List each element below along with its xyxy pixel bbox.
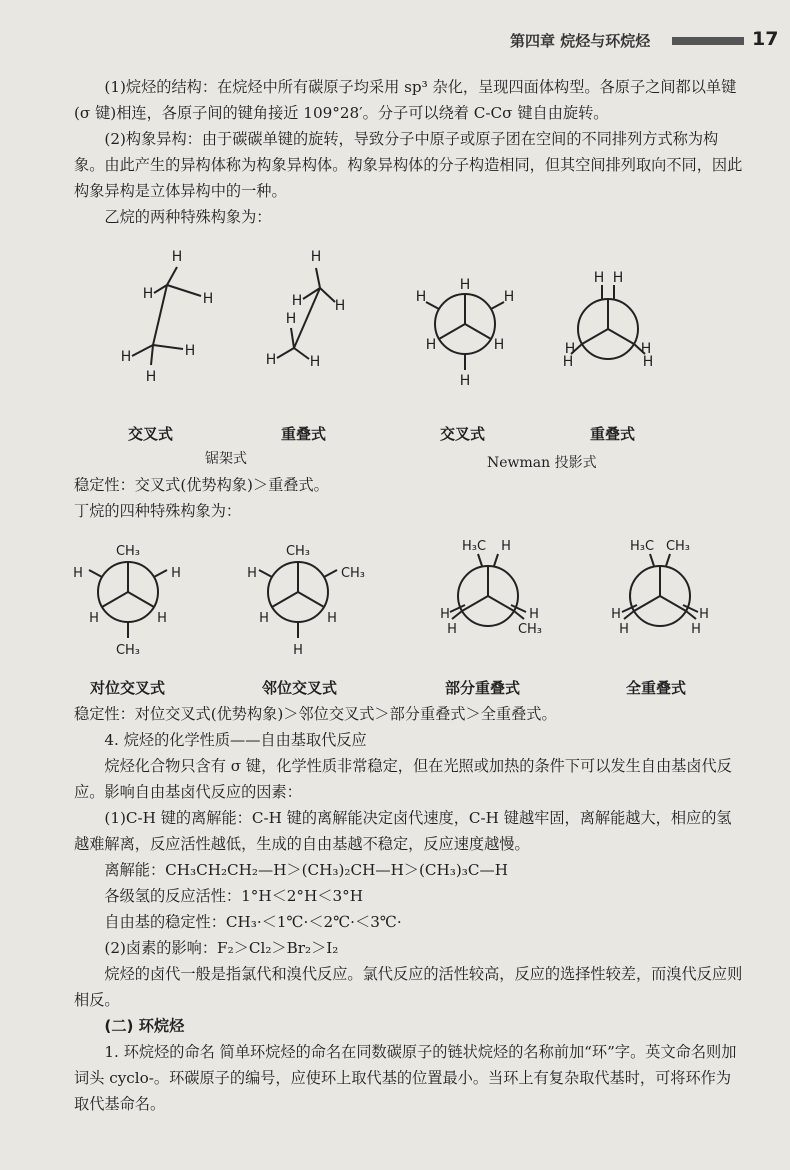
butane-intro: 丁烷的四种特殊构象为： bbox=[74, 502, 242, 520]
svg-text:H: H bbox=[562, 354, 574, 370]
chemical-properties-section bbox=[74, 701, 746, 1117]
svg-text:H: H bbox=[202, 291, 214, 307]
ethane-intro: 乙烷的两种特殊构象为： bbox=[104, 208, 272, 226]
svg-text:H: H bbox=[293, 643, 303, 658]
svg-text:H: H bbox=[310, 249, 322, 265]
svg-text:H: H bbox=[259, 611, 269, 626]
svg-text:H: H bbox=[642, 354, 654, 370]
header-bar bbox=[672, 37, 744, 45]
paragraph-structure: (1)烷烃的结构：在烷烃中所有碳原子均采用 sp³ 杂化，呈现四面体构型。各原子之间都以单键(σ 键)相连，各原子间的键角接近 109°28′。分子可以绕着 C-Cσ 键自由旋转。 bbox=[74, 78, 737, 122]
paragraph-conformers: (2)构象异构：由于碳碳单键的旋转，导致分子中原子或原子团在空间的不同排列方式称为构象。由此产生的异构体称为构象异构体。构象异构体的分子构造相同，但其空间排列取向不同，因此构象异构是立体异构中的一种。 bbox=[74, 130, 743, 200]
svg-text:H: H bbox=[593, 270, 605, 286]
svg-text:H: H bbox=[447, 622, 457, 637]
label-fully-eclipsed: 全重叠式 bbox=[626, 679, 687, 697]
svg-text:H: H bbox=[612, 270, 624, 286]
svg-text:H: H bbox=[619, 622, 629, 637]
svg-text:H: H bbox=[611, 607, 621, 622]
butane-conformation-diagrams bbox=[50, 532, 740, 672]
svg-text:H: H bbox=[691, 622, 701, 637]
svg-text:H: H bbox=[640, 341, 652, 357]
cycloalkane-naming: 1. 环烷烃的命名 简单环烷烃的命名在同数碳原子的链状烷烃的名称前加“环”字。英文命名则加词头 cyclo-。环碳原子的编号，应使环上取代基的位置最小。当环上有复杂取代基时，可将环作为取代基命名。 bbox=[74, 1043, 737, 1113]
label-partially-eclipsed: 部分重叠式 bbox=[445, 679, 521, 697]
cycloalkane-heading: (二) 环烷烃 bbox=[104, 1017, 185, 1035]
svg-text:CH₃: CH₃ bbox=[285, 544, 311, 559]
svg-text:H₃C: H₃C bbox=[461, 539, 487, 554]
svg-text:H: H bbox=[265, 352, 277, 368]
svg-text:H: H bbox=[501, 539, 511, 554]
svg-text:H: H bbox=[334, 298, 346, 314]
ethane-stability: 稳定性：交叉式(优势构象)＞重叠式。 bbox=[74, 476, 329, 494]
svg-text:CH₃: CH₃ bbox=[115, 643, 141, 658]
section-4-title: 4. 烷烃的化学性质——自由基取代反应 bbox=[104, 731, 367, 749]
svg-text:H: H bbox=[529, 607, 539, 622]
svg-text:H: H bbox=[564, 341, 576, 357]
svg-text:H: H bbox=[327, 611, 337, 626]
svg-text:H: H bbox=[415, 289, 427, 305]
svg-text:H: H bbox=[309, 354, 321, 370]
butane-stability: 稳定性：对位交叉式(优势构象)＞邻位交叉式＞部分重叠式＞全重叠式。 bbox=[74, 705, 557, 723]
svg-text:H: H bbox=[459, 277, 471, 293]
svg-text:H: H bbox=[120, 349, 132, 365]
svg-text:H₃C: H₃C bbox=[629, 539, 655, 554]
svg-text:H: H bbox=[285, 311, 297, 327]
dissociation-order: 离解能：CH₃CH₂CH₂—H＞(CH₃)₂CH—H＞(CH₃)₃C—H bbox=[104, 861, 508, 879]
ethane-stability-block bbox=[74, 472, 746, 524]
radical-stability: 自由基的稳定性：CH₃·＜1℃·＜2℃·＜3℃· bbox=[104, 913, 402, 931]
running-header bbox=[0, 30, 790, 60]
halogenation-note: 烷烃的卤代一般是指氯代和溴代反应。氯代反应的活性较高，反应的选择性较差，而溴代反应则相反。 bbox=[74, 965, 743, 1009]
label-anti: 对位交叉式 bbox=[90, 679, 166, 697]
svg-text:H: H bbox=[171, 249, 183, 265]
label-gauche: 邻位交叉式 bbox=[262, 679, 338, 697]
caption-sawhorse: 锯架式 bbox=[205, 451, 247, 467]
svg-text:H: H bbox=[157, 611, 167, 626]
svg-text:H: H bbox=[184, 343, 196, 359]
section-4-text: 烷烃化合物只含有 σ 键，化学性质非常稳定，但在光照或加热的条件下可以发生自由基卤代反应。影响自由基卤代反应的因素： bbox=[74, 757, 732, 801]
label-newman-staggered: 交叉式 bbox=[440, 425, 486, 443]
structure-paragraph bbox=[74, 74, 746, 230]
label-sawhorse-eclipsed: 重叠式 bbox=[281, 425, 327, 443]
svg-text:H: H bbox=[73, 566, 83, 581]
halogen-factor: (2)卤素的影响：F₂＞Cl₂＞Br₂＞I₂ bbox=[104, 939, 339, 957]
svg-text:H: H bbox=[247, 566, 257, 581]
chapter-title: 第四章 烷烃与环烷烃 bbox=[510, 32, 651, 50]
svg-text:H: H bbox=[493, 337, 505, 353]
label-sawhorse-staggered: 交叉式 bbox=[128, 425, 174, 443]
svg-text:H: H bbox=[142, 286, 154, 302]
svg-text:H: H bbox=[440, 607, 450, 622]
ethane-conformation-diagrams bbox=[110, 245, 710, 405]
svg-text:H: H bbox=[425, 337, 437, 353]
page-number: 17 bbox=[752, 28, 779, 50]
svg-text:CH₃: CH₃ bbox=[340, 566, 366, 581]
svg-text:CH₃: CH₃ bbox=[115, 544, 141, 559]
svg-text:H: H bbox=[89, 611, 99, 626]
svg-text:H: H bbox=[699, 607, 709, 622]
svg-text:CH₃: CH₃ bbox=[517, 622, 543, 637]
caption-newman: Newman 投影式 bbox=[487, 455, 597, 471]
svg-text:H: H bbox=[145, 369, 157, 385]
svg-text:CH₃: CH₃ bbox=[665, 539, 691, 554]
hydrogen-reactivity: 各级氢的反应活性：1°H＜2°H＜3°H bbox=[104, 887, 363, 905]
svg-text:H: H bbox=[459, 373, 471, 389]
svg-text:H: H bbox=[291, 293, 303, 309]
svg-text:H: H bbox=[171, 566, 181, 581]
svg-text:H: H bbox=[503, 289, 515, 305]
ch-bond-factor: (1)C-H 键的离解能：C-H 键的离解能决定卤代速度，C-H 键越牢固，离解能越大，相应的氢越难解离，反应活性越低，生成的自由基越不稳定，反应速度越慢。 bbox=[74, 809, 732, 853]
label-newman-eclipsed: 重叠式 bbox=[590, 425, 636, 443]
